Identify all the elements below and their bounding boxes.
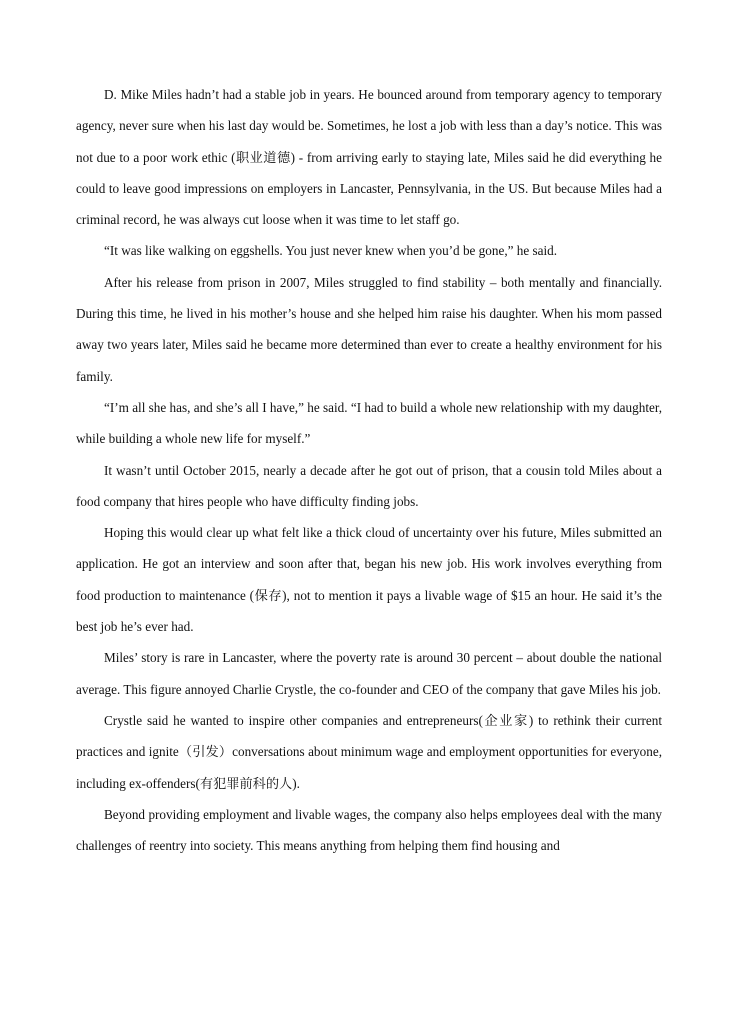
article-body — [76, 79, 662, 861]
paragraph-3: After his release from prison in 2007, Miles struggled to find stability – both mentally and financially. During this time, he lived in his mother’s house and she helped him raise his daughter. When his mom passed away two years later, Miles said he became more determined than ever to create a healthy environment for his family. — [76, 274, 662, 384]
paragraph-6: Hoping this would clear up what felt like a thick cloud of uncertainty over his future, Miles submitted an application. He got an interview and soon after that, began his new job. His work involves everything from food production to maintenance (保存), not to mention it pays a livable wage of $15 an hour. He said it’s the best job he’s ever had. — [76, 525, 662, 635]
paragraph-5: It wasn’t until October 2015, nearly a decade after he got out of prison, that a cousin told Miles about a food company that hires people who have difficulty finding jobs. — [76, 462, 662, 509]
paragraph-1: D. Mike Miles hadn’t had a stable job in years. He bounced around from temporary agency to temporary agency, never sure when his last day would be. Sometimes, he lost a job with less than a day’s notice. This was not due to a poor work ethic (职业道德) - from arriving early to staying late, Miles said he did everything he could to leave good impressions on employers in Lancaster, Pennsylvania, in the US. But because Miles had a criminal record, he was always cut loose when it was time to let staff go. — [76, 87, 662, 228]
paragraph-8: Crystle said he wanted to inspire other companies and entrepreneurs(企业家) to rethink their current practices and ignite（引发）conversations about minimum wage and employment opportunities for everyone, including ex-offenders(有犯罪前科的人). — [76, 712, 662, 791]
paragraph-4: “I’m all she has, and she’s all I have,” he said. “I had to build a whole new relationship with my daughter, while building a whole new life for myself.” — [76, 399, 662, 447]
paragraph-7: Miles’ story is rare in Lancaster, where the poverty rate is around 30 percent – about double the national average. This figure annoyed Charlie Crystle, the co-founder and CEO of the company that gave Miles his job. — [76, 650, 662, 697]
paragraph-9: Beyond providing employment and livable wages, the company also helps employees deal with the many challenges of reentry into society. This means anything from helping them find housing and — [76, 806, 662, 854]
paragraph-2: “It was like walking on eggshells. You just never knew when you’d be gone,” he said. — [104, 243, 558, 259]
